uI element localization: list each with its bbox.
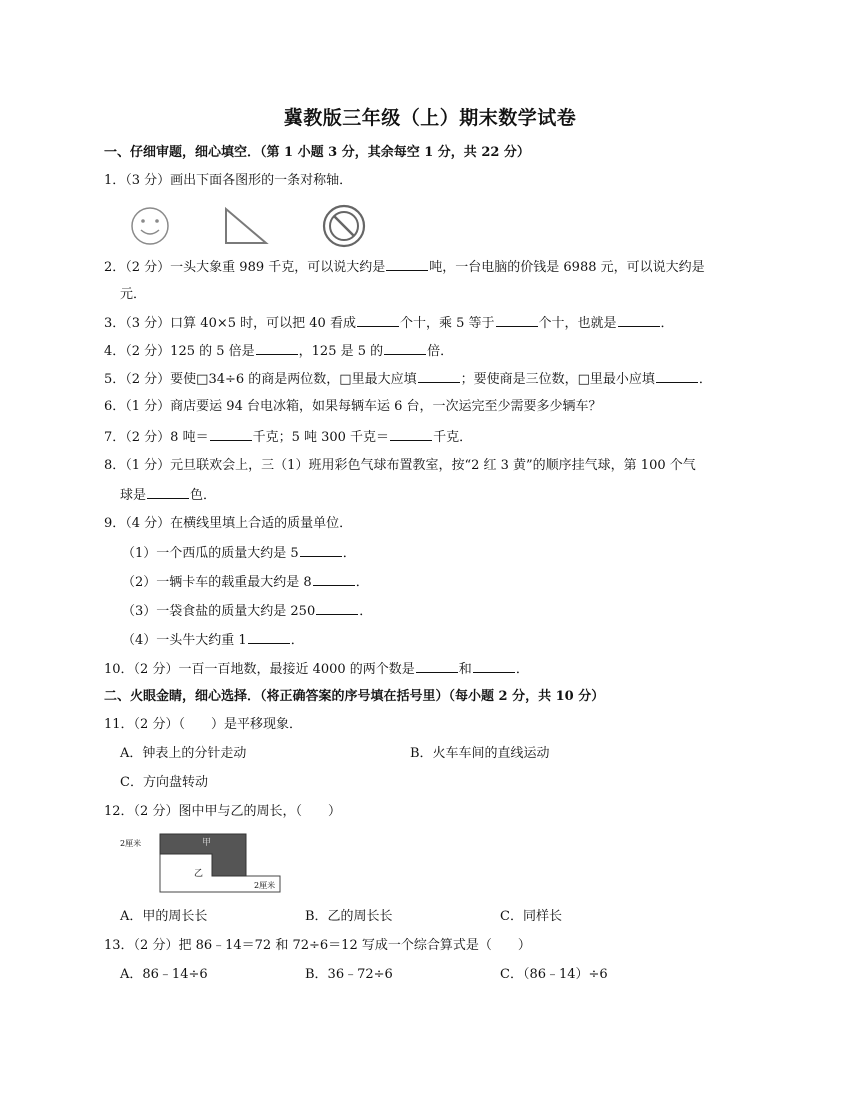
q8-text-a: 球是 — [120, 488, 147, 503]
q11-option-b[interactable]: B．火车车间的直线运动 — [410, 746, 550, 761]
q3-text-b: 个十，乘 5 等于 — [399, 316, 495, 331]
q9-1-text: （1）一个西瓜的质量大约是 5 — [122, 546, 299, 561]
question-2-cont: 元． — [120, 287, 147, 302]
q9-2-text: （2）一辆卡车的载重最大约是 8 — [122, 575, 312, 590]
answer-blank[interactable] — [473, 660, 515, 673]
q5-text-c: ． — [698, 372, 712, 387]
question-10 — [104, 660, 529, 679]
answer-blank[interactable] — [656, 370, 698, 383]
answer-blank[interactable] — [390, 428, 432, 441]
question-7 — [104, 428, 472, 447]
question-9-3 — [122, 602, 372, 621]
answer-blank[interactable] — [418, 370, 460, 383]
perimeter-figure — [120, 830, 300, 896]
question-1: 1．（3 分）画出下面各图形的一条对称轴． — [104, 173, 353, 188]
answer-blank[interactable] — [416, 660, 458, 673]
question-6: 6．（1 分）商店要运 94 台电冰箱，如果每辆车运 6 台，一次运完至少需要多少辆车？ — [104, 399, 602, 414]
q9-3-period: ． — [359, 604, 373, 619]
question-8: 8．（1 分）元旦联欢会上，三（1）班用彩色气球布置教室，按“2 红 3 黄”的顺序挂气球，第 100 个气 — [104, 458, 696, 473]
answer-blank[interactable] — [300, 544, 342, 557]
fig-label-yi: 乙 — [194, 869, 204, 879]
question-12: 12．（2 分）图中甲与乙的周长，（ ） — [104, 804, 341, 819]
answer-blank[interactable] — [496, 314, 538, 327]
smiley-face-icon — [128, 204, 172, 248]
q7-text-b: 千克；5 吨 300 千克＝ — [252, 430, 390, 445]
q8-text-b: 色． — [190, 488, 217, 503]
question-9-4 — [122, 631, 304, 650]
q13-option-b[interactable]: B．36﹣72÷6 — [305, 967, 393, 982]
answer-blank[interactable] — [313, 573, 355, 586]
section2-heading: 二、火眼金睛，细心选择．（将正确答案的序号填在括号里）（每小题 2 分，共 10 分） — [104, 689, 605, 704]
q7-text-a: 7．（2 分）8 吨＝ — [104, 430, 209, 445]
question-2 — [104, 258, 705, 277]
q2-text-b: 吨，一台电脑的价钱是 6988 元，可以说大约是 — [429, 260, 705, 275]
answer-blank[interactable] — [618, 314, 660, 327]
question-4 — [104, 342, 453, 361]
answer-blank[interactable] — [210, 428, 252, 441]
fig-label-jia: 甲 — [202, 838, 212, 848]
q4-text-a: 4．（2 分）125 的 5 倍是 — [104, 344, 255, 359]
q10-text-b: 和 — [458, 662, 472, 677]
fig-label-left: 2厘米 — [120, 839, 142, 848]
q12-option-a[interactable]: A．甲的周长长 — [120, 909, 208, 924]
q4-text-b: ，125 是 5 的 — [298, 344, 384, 359]
right-triangle-icon — [222, 205, 270, 247]
q13-option-c[interactable]: C．（86﹣14）÷6 — [500, 967, 608, 982]
answer-blank[interactable] — [316, 602, 358, 615]
question-11: 11．（2 分）（ ）是平移现象． — [104, 717, 302, 732]
q3-text-a: 3．（3 分）口算 40×5 时，可以把 40 看成 — [104, 316, 356, 331]
q11-option-a[interactable]: A．钟表上的分针走动 — [120, 746, 247, 761]
question-13: 13．（2 分）把 86﹣14＝72 和 72÷6＝12 写成一个综合算式是（ ） — [104, 938, 531, 953]
answer-blank[interactable] — [357, 314, 399, 327]
q5-text-a: 5．（2 分）要使□34÷6 的商是两位数，□里最大应填 — [104, 372, 417, 387]
q4-text-c: 倍． — [427, 344, 454, 359]
q7-text-c: 千克． — [433, 430, 473, 445]
q9-3-text: （3）一袋食盐的质量大约是 250 — [122, 604, 316, 619]
q5-text-b: ；要使商是三位数，□里最小应填 — [460, 372, 655, 387]
q3-text-c: 个十，也就是 — [538, 316, 617, 331]
fig-label-right: 2厘米 — [254, 881, 276, 890]
q9-1-period: ． — [342, 546, 356, 561]
question-9: 9．（4 分）在横线里填上合适的质量单位． — [104, 516, 353, 531]
q9-4-text: （4）一头牛大约重 1 — [122, 633, 247, 648]
section1-heading: 一、仔细审题，细心填空．（第 1 小题 3 分，其余每空 1 分，共 22 分） — [104, 145, 530, 160]
q12-option-c[interactable]: C．同样长 — [500, 909, 562, 924]
answer-blank[interactable] — [256, 342, 298, 355]
question-9-1 — [122, 544, 356, 563]
question-9-2 — [122, 573, 369, 592]
q9-4-period: ． — [290, 633, 304, 648]
q12-option-b[interactable]: B．乙的周长长 — [305, 909, 393, 924]
q3-text-d: ． — [660, 316, 674, 331]
answer-blank[interactable] — [384, 342, 426, 355]
q9-2-period: ． — [355, 575, 369, 590]
page-title: 冀教版三年级（上）期末数学试卷 — [283, 107, 577, 129]
prohibition-sign-icon — [321, 203, 367, 249]
q11-option-c[interactable]: C．方向盘转动 — [120, 775, 208, 790]
q2-text-a: 2．（2 分）一头大象重 989 千克，可以说大约是 — [104, 260, 386, 275]
answer-blank[interactable] — [248, 631, 290, 644]
answer-blank[interactable] — [147, 486, 189, 499]
q13-option-a[interactable]: A．86﹣14÷6 — [120, 967, 208, 982]
q10-text-a: 10．（2 分）一百一百地数，最接近 4000 的两个数是 — [104, 662, 415, 677]
question-3 — [104, 314, 674, 333]
q10-text-c: ． — [515, 662, 529, 677]
question-8-cont — [120, 486, 216, 505]
answer-blank[interactable] — [386, 258, 428, 271]
question-5 — [104, 370, 712, 389]
